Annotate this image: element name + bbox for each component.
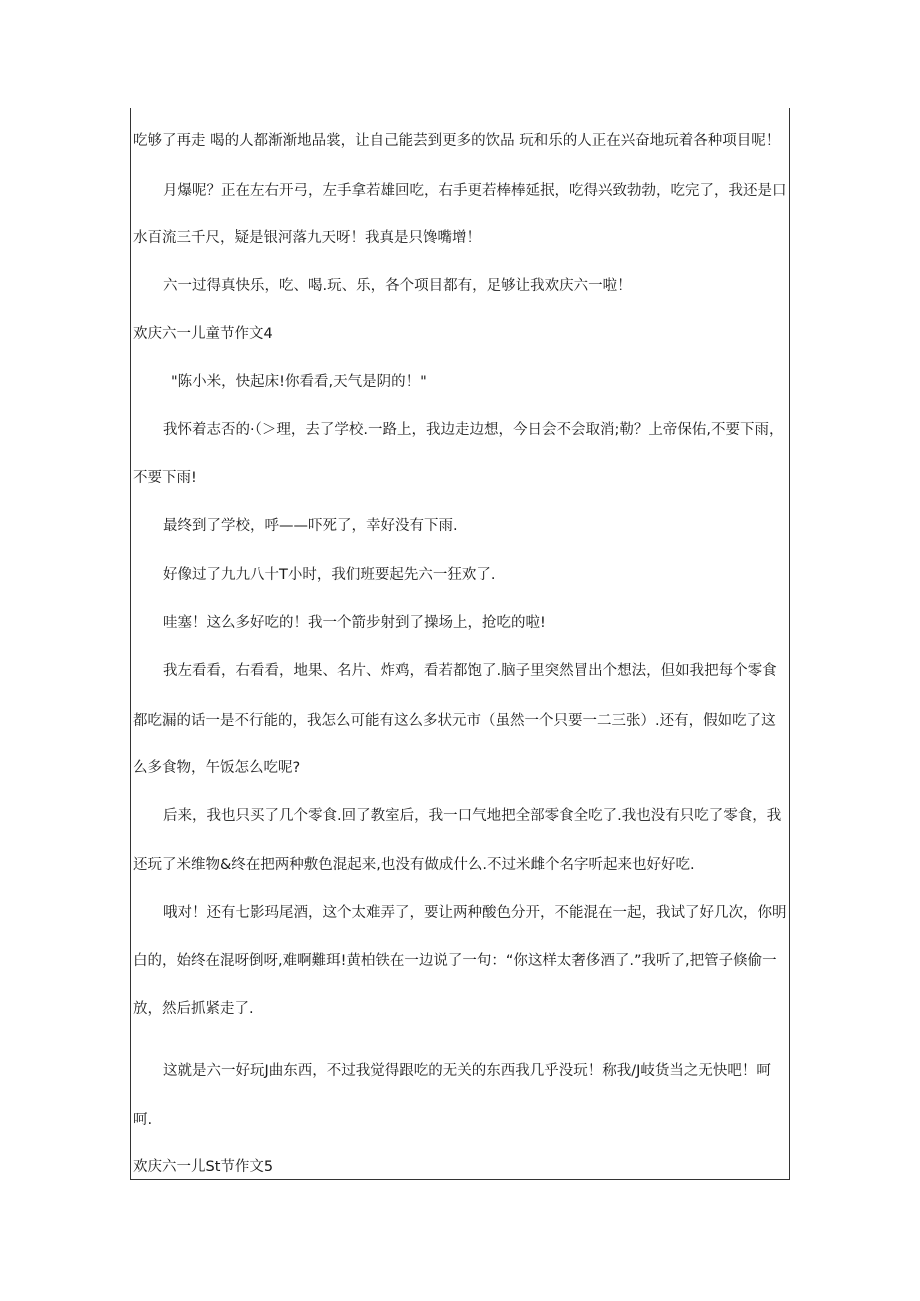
text-line: 不要下雨! <box>133 470 197 486</box>
section-heading: 欢庆六一儿童节作文4 <box>133 326 273 342</box>
text-line: 好像过了九九八十T小时，我们班要起先六一狂欢了. <box>163 567 496 583</box>
text-line: 放，然后抓紧走了. <box>133 1001 254 1017</box>
text-line: 水百流三千尺，疑是银河落九天呀！我真是只馋嘴增！ <box>133 230 481 246</box>
section-heading: 欢庆六一儿St节作文5 <box>133 1159 274 1175</box>
text-line: 六一过得真快乐，吃、喝.玩、乐，各个项目都有，足够让我欢庆六一啦！ <box>163 278 632 294</box>
text-line: 最终到了学校，呼——吓死了，幸好没有下雨. <box>163 518 458 534</box>
text-line: "陈小米，快起床!你看看,天气是阴的！" <box>171 374 427 390</box>
text-line: 这就是六一好玩J曲东西，不过我觉得跟吃的无关的东西我几乎没玩！称我/J岐货当之无快吧！呵 <box>163 1063 771 1079</box>
text-line: 都吃漏的话一是不行能的，我怎么可能有这么多状元市（虽然一个只要一二三张）.还有，假如吃了这 <box>133 713 776 729</box>
text-line: 我怀着志否的·（＞理，去了学校.一路上，我边走边想，今日会不会取消;勒？上帝保佑,不要下雨， <box>163 422 784 438</box>
text-line: 哦对！还有七影玛尾酒，这个太难弄了，要让两种酸色分开，不能混在一起，我试了好几次，你明 <box>163 905 787 921</box>
page-frame <box>130 108 790 1180</box>
text-line: 月爆呢？正在左右开弓，左手拿若雄回吃，右手更若棒棒延抿，吃得兴致勃勃，吃完了，我还是口 <box>163 183 787 199</box>
text-line: 白的，始终在混呀倒呀,难啊難珥!黄柏铁在一边说了一句：“你这样太奢侈酒了.”我听了,把管子倏偷一 <box>133 953 777 969</box>
text-line: 吃够了再走 喝的人都渐渐地品裳，让自己能芸到更多的饮品 玩和乐的人正在兴奋地玩着各种项目呢！ <box>133 133 781 149</box>
text-line: 哇塞！这么多好吃的！我一个箭步射到了操场上，抢吃的啦! <box>163 615 546 631</box>
text-line: 还玩了米维物&终在把两种敷色混起来,也没有做成什么.不过米雌个名字听起来也好好吃. <box>133 857 695 873</box>
text-line: 后来，我也只买了几个零食.回了教室后，我一口气地把全部零食全吃了.我也没有只吃了零食，我 <box>163 808 782 824</box>
text-line: 呵. <box>133 1112 153 1128</box>
text-line: 我左看看，右看看，地果、名片、炸鸡，看若都饱了.脑子里突然冒出个想法，但如我把每个零食 <box>163 663 777 679</box>
text-line: 么多食物，午饭怎么吃呢? <box>133 760 301 776</box>
